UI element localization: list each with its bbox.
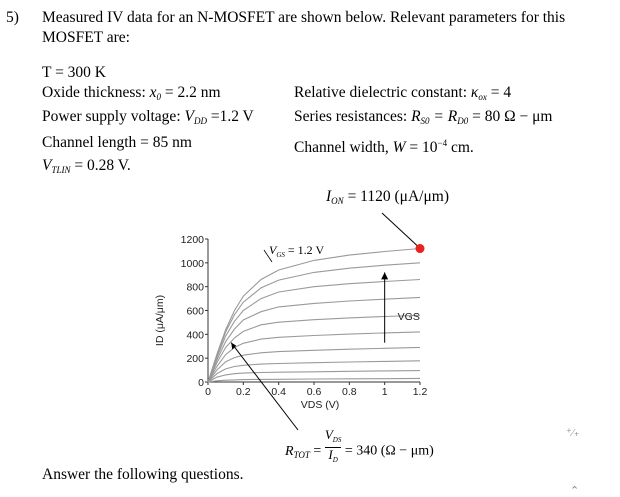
x-axis-label: VDS (V) xyxy=(300,399,340,411)
param-channel-length: Channel length = 85 nm xyxy=(42,134,192,151)
iv-curve-5 xyxy=(208,332,420,382)
width-unit: cm. xyxy=(447,139,474,156)
y-tick-label: 800 xyxy=(186,281,204,294)
iv-curve-4 xyxy=(208,347,420,382)
y-tick-label: 1000 xyxy=(180,257,204,270)
y-tick-label: 400 xyxy=(186,329,204,342)
x-tick-label: 0.8 xyxy=(342,386,357,398)
x-tick-label: 0.4 xyxy=(271,386,286,398)
rtot-fraction: $V_{DS}$ $I_D$ xyxy=(324,427,342,464)
problem-number: 5) xyxy=(6,9,19,26)
y-tick-label: 0 xyxy=(198,377,204,389)
x-tick-label: 0 xyxy=(205,386,211,398)
chart-series xyxy=(208,249,420,383)
ion-symbol: $I_{ON}$ xyxy=(326,188,344,206)
intro-line-2: MOSFET are: xyxy=(42,29,130,46)
rtot-value: = 340 (Ω − μm) xyxy=(344,443,434,459)
kappa-label: Relative dielectric constant: xyxy=(294,84,471,101)
oxide-symbol: $x_0$ xyxy=(149,84,162,102)
x-tick-label: 0.2 xyxy=(236,386,251,398)
ion-pointer-line xyxy=(382,213,417,246)
rs-label: Series resistances: xyxy=(294,108,412,125)
vgs-symbol: $V_{GS}$ xyxy=(269,243,285,259)
y-tick-label: 1200 xyxy=(180,234,204,246)
rtot-symbol: $R_{TOT}$ xyxy=(285,443,310,460)
iv-curve-9 xyxy=(208,263,420,382)
iv-curve-8 xyxy=(208,280,420,383)
vgs-value: = 1.2 V xyxy=(287,243,325,257)
x-tick-label: 0.6 xyxy=(306,386,322,398)
vdd-label: Power supply voltage: xyxy=(42,108,185,125)
kappa-value: = 4 xyxy=(490,84,512,101)
x-tick-label: 1.2 xyxy=(412,386,428,398)
oxide-value: = 2.2 nm xyxy=(164,84,221,101)
chart-annotations xyxy=(231,213,424,430)
rs-value: = 80 Ω − μm xyxy=(472,108,553,125)
vtlin-symbol: $V_{TLIN}$ xyxy=(42,157,71,175)
vdd-value: =1.2 V xyxy=(210,108,254,125)
vtlin-value: = 0.28 V. xyxy=(74,157,131,174)
vgs-arrow-head xyxy=(381,272,388,279)
kappa-symbol: $\kappa_{ox}$ xyxy=(470,84,487,102)
intro-line-1: Measured IV data for an N-MOSFET are shown below. Relevant parameters for this xyxy=(42,9,566,26)
x-tick-label: 1 xyxy=(381,386,388,398)
width-value: = 10 xyxy=(405,139,438,156)
expand-icon[interactable]: ⁺⁄₊ xyxy=(566,427,580,439)
vgs-arrow-label: VGS xyxy=(397,311,420,324)
y-tick-label: 200 xyxy=(186,353,204,366)
closing-line: Answer the following questions. xyxy=(42,466,244,483)
width-exponent: −4 xyxy=(437,138,448,148)
rtot-annotation: $R_{TOT}$ = $V_{DS}$ $I_D$ = 340 (Ω − μm) xyxy=(285,428,434,467)
scroll-handle-icon[interactable]: ⌃ xyxy=(570,485,580,497)
y-axis-label: ID (μA/μm) xyxy=(154,294,166,347)
width-symbol: W xyxy=(392,139,406,156)
vgs-top-pointer xyxy=(264,250,272,262)
iv-curve-2 xyxy=(208,371,420,382)
rs-symbol: $R_{S0} = R_{D0}$ xyxy=(411,108,469,126)
iv-curve-1 xyxy=(208,378,420,382)
width-label: Channel width, xyxy=(294,139,393,156)
chart-axes xyxy=(154,234,427,411)
vdd-symbol: $V_{DD}$ xyxy=(184,108,207,126)
ion-value: = 1120 (μA/μm) xyxy=(347,188,449,205)
param-temperature: T = 300 K xyxy=(42,64,106,81)
iv-curve-7 xyxy=(208,297,420,382)
y-tick-label: 600 xyxy=(186,305,204,318)
oxide-label: Oxide thickness: xyxy=(42,84,150,101)
